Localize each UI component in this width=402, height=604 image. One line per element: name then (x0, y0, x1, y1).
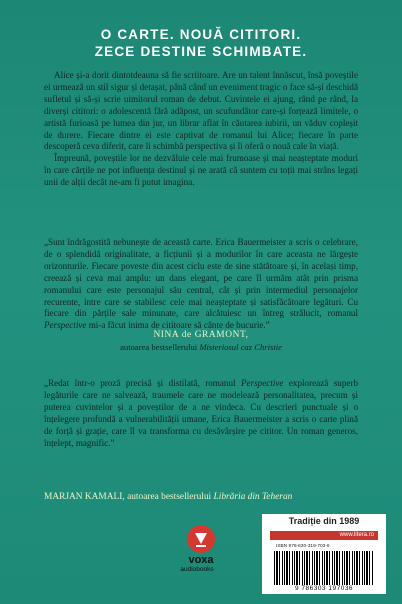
barcode-bars (274, 551, 374, 585)
headline-line-2: ZECE DESTINE SCHIMBATE. (94, 44, 308, 59)
voxa-logo (180, 524, 218, 584)
barcode-digits: 9 786303 197036 (294, 585, 354, 592)
quote-2-attribution (44, 491, 358, 503)
quote-1-text-a: „Sunt îndrăgostită nebunește de această carte. Erica Bauermeister a scris o celebrare, de o splendidă originalitate, a ficțiunii și a modurilor în care aceasta ne lărgește orizonturile. Fiecare poveste din acest ciclu este de sine stătătoare și, în același timp, creează și ceva mai amplu: un dans elegant, pe care îl urmăm atât prin prisma romanului care este personajul său central, cât și prin intermediul personajelor recurente, intre care se stabilesc cele mai neașteptate și satisfăcătoare legături. Cu fiecare din părțile sale minunate, care alcătuiesc un întreg strălucit, romanul (44, 237, 358, 319)
quote-1-text-b: mi-a făcut inima de cititoare să cânte de bucurie.” (86, 320, 270, 331)
quote-1-author: NINA de GRAMONT, (153, 330, 249, 340)
logo-name: voxa (188, 554, 214, 566)
quote-1-role-book: Misteriosul caz Christie (199, 342, 282, 352)
quote-2-author: MARJAN KAMALI, autoarea bestsellerului (44, 492, 214, 502)
quote-1-author-role (44, 341, 358, 353)
logo-subtitle: audiobooks (180, 566, 214, 573)
quote-2-text (44, 378, 358, 449)
blurb-paragraph-2: Împreună, poveștile lor ne dezvăluie cele mai frumoase și mai neașteptate moduri în care cărțile ne pot influența destinul și ne arată că suntem cu toții mai strâns legați unii de alții decât ne-am fi putut imagina. (44, 153, 358, 188)
book-blurb (44, 70, 358, 189)
quote-1-text (44, 237, 358, 332)
review-quote-2 (44, 378, 358, 449)
quote-1-attribution (44, 329, 358, 353)
review-quote-1 (44, 237, 358, 332)
quote-2-text-a: „Redat într-o proză precisă și distilată, romanul (44, 378, 241, 388)
headline-line-1: O CARTE. NOUĂ CITITORI. (100, 27, 302, 42)
publisher-website: www.litera.ro (270, 531, 378, 540)
barcode-panel (262, 514, 386, 594)
tradition-label: Tradiție din 1989 (288, 516, 360, 526)
quote-2-text-b: explorează superb legăturile care ne salvează, traumele care ne modelează personalitatea, precum și puterea cuvintelor și a poveștilor de a ne vindeca. Cu descrieri punctuale și o înțelegere profundă a vulnerabilității umane, Erica Bauermeister a scris o carte plină de forță și grație, care îl va transforma cu desăvârșire pe cititor. Un roman generos, înțelept, magnific.” (44, 378, 358, 448)
quote-1-book-title: Perspective (44, 320, 87, 331)
voxa-logo-icon (186, 524, 216, 554)
quote-2-role-book: Librăria din Teheran (213, 492, 293, 502)
isbn-label: ISBN 978-630-319-703-6 (276, 544, 330, 549)
blurb-paragraph-1: Alice și-a dorit dintotdeauna să fie scriitoare. Are un talent înnăscut, însă poveștile ei urmează un stil sigur și detașat, până când un eveniment tragic o face să-și deschidă sufletul și să-și scrie uimitorul roman de debut. Cuvintele ei ajung, rând pe rând, la diverși cititori: o adolescentă fără adăpost, un scufundător care-și forțează limitele, o artistă furioasă pe lumea din jur, un librar aflat în căutarea iubirii, un văduv copleșit de durere. Fiecare dintre ei este captivat de romanul lui Alice; fiecare în parte descoperă ceva diferit, care îi schimbă perspectiva și îi oferă o nouă cale în viață. (44, 70, 358, 152)
quote-2-book-title: Perspective (241, 378, 284, 388)
quote-1-role-text: autoarea bestsellerului (120, 342, 200, 352)
headline (0, 26, 402, 60)
